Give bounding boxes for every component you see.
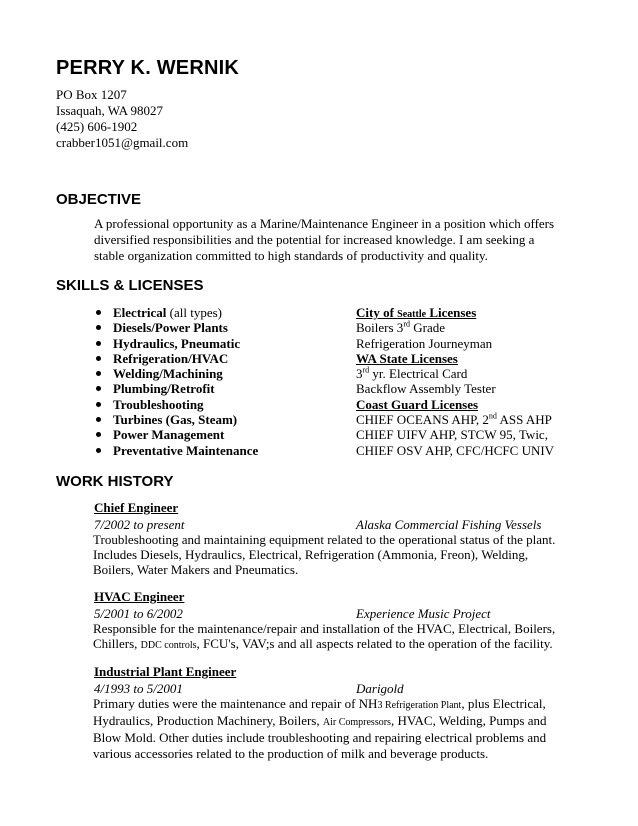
city-heading-prefix: City of (356, 305, 398, 320)
license-text: Grade (409, 320, 445, 336)
license-sup: nd (488, 411, 497, 421)
desc-part: , FCU's, VAV;s and all aspects related to the operation of the facility. (196, 636, 553, 652)
address-line-1: PO Box 1207 (56, 87, 127, 102)
job-entry (94, 664, 564, 761)
wa-licenses-heading (356, 351, 554, 366)
objective-text: A professional opportunity as a Marine/Maintenance Engineer in a position which offers diversified responsibilities and the potential for increased knowledge. I am seeking a stable organization committed to high standards of productivity and quality. (94, 216, 555, 263)
license-item (356, 366, 554, 381)
license-item (356, 320, 554, 335)
job-dates: 4/1993 to 5/2001 (94, 681, 183, 696)
candidate-name: PERRY K. WERNIK (56, 57, 240, 79)
wa-heading-text: WA State Licenses (356, 350, 458, 366)
job-company: Experience Music Project (356, 606, 491, 621)
desc-small: DDC controls (140, 640, 197, 652)
license-text: yr. Electrical Card (369, 366, 468, 382)
job-meta (94, 517, 564, 532)
license-item (356, 412, 554, 427)
job-meta (94, 606, 564, 621)
address-line-2: Issaquah, WA 98027 (56, 103, 164, 118)
skill-name: Welding/Machining (113, 366, 223, 382)
work-history-heading: WORK HISTORY (56, 473, 174, 490)
skill-name: Electrical (113, 305, 167, 320)
license-text: Boilers 3 (356, 320, 404, 336)
job-title: Chief Engineer (94, 500, 179, 515)
license-text: 3 (356, 366, 363, 382)
skill-name: Hydraulics, Pneumatic (113, 335, 241, 351)
desc-part: , HVAC, Welding, Pumps and Blow Mold. Other duties include troubleshooting and repairing electrical problems and various accessories related to the production of milk and beverage products. (93, 713, 547, 761)
job-description (93, 621, 564, 653)
skills-heading: SKILLS & LICENSES (56, 277, 204, 294)
coast-guard-heading (356, 397, 554, 412)
desc-part: Responsible for the maintenance/repair and installation of the HVAC, Electrical, Boilers, Chillers, (93, 621, 556, 652)
phone: (425) 606-1902 (56, 119, 138, 134)
contact-block (56, 87, 188, 151)
desc-part: , plus Electrical, Hydraulics, Production Machinery, Boilers, (93, 696, 546, 729)
license-item: Backflow Assembly Tester (356, 381, 496, 397)
desc-small: 3 Refrigeration Plant (377, 700, 462, 711)
job-dates: 7/2002 to present (94, 517, 185, 532)
objective-heading: OBJECTIVE (56, 191, 142, 208)
license-text: CHIEF OCEANS AHP, 2 (356, 412, 489, 428)
cg-heading-text: Coast Guard Licenses (356, 396, 479, 412)
license-text: ASS AHP (496, 412, 552, 428)
desc-part: Primary duties were the maintenance and repair of NH (93, 696, 378, 711)
city-heading-suffix: Licenses (426, 305, 477, 320)
job-description (93, 696, 564, 761)
license-sup: rd (362, 365, 370, 375)
job-meta (94, 681, 564, 696)
skill-name: Diesels/Power Plants (113, 320, 228, 336)
desc-small: Air Compressors (322, 717, 391, 729)
job-company: Darigold (356, 681, 404, 696)
license-item: CHIEF UIFV AHP, STCW 95, Twic, (356, 427, 548, 443)
skill-note: (all types) (166, 305, 223, 320)
city-heading-city: Seattle (397, 309, 427, 320)
skill-name: Plumbing/Retrofit (113, 381, 215, 397)
license-sup: rd (403, 319, 410, 329)
skill-name: Power Management (113, 427, 225, 443)
skill-name: Refrigeration/HVAC (113, 350, 229, 366)
city-licenses-heading (356, 305, 554, 320)
license-item: CHIEF OSV AHP, CFC/HCFC UNIV (356, 442, 555, 458)
skill-name: Troubleshooting (113, 396, 204, 412)
job-dates: 5/2001 to 6/2002 (94, 606, 183, 621)
job-company: Alaska Commercial Fishing Vessels (356, 517, 542, 532)
skill-name: Turbines (Gas, Steam) (113, 412, 238, 428)
job-entry (94, 589, 564, 653)
job-entry (94, 500, 564, 578)
job-description: Troubleshooting and maintaining equipment related to the operational status of the plant. Includes Diesels, Hydraulics, Electrical, Refrigeration (Ammonia, Freon), Welding, Boilers, Water Makers and Pneumatics. (93, 532, 556, 578)
job-title: HVAC Engineer (94, 589, 185, 604)
job-title: Industrial Plant Engineer (94, 664, 237, 679)
licenses-list (356, 305, 554, 458)
email: crabber1051@gmail.com (56, 135, 189, 150)
license-item: Refrigeration Journeyman (356, 335, 493, 351)
skill-name: Preventative Maintenance (113, 442, 259, 458)
